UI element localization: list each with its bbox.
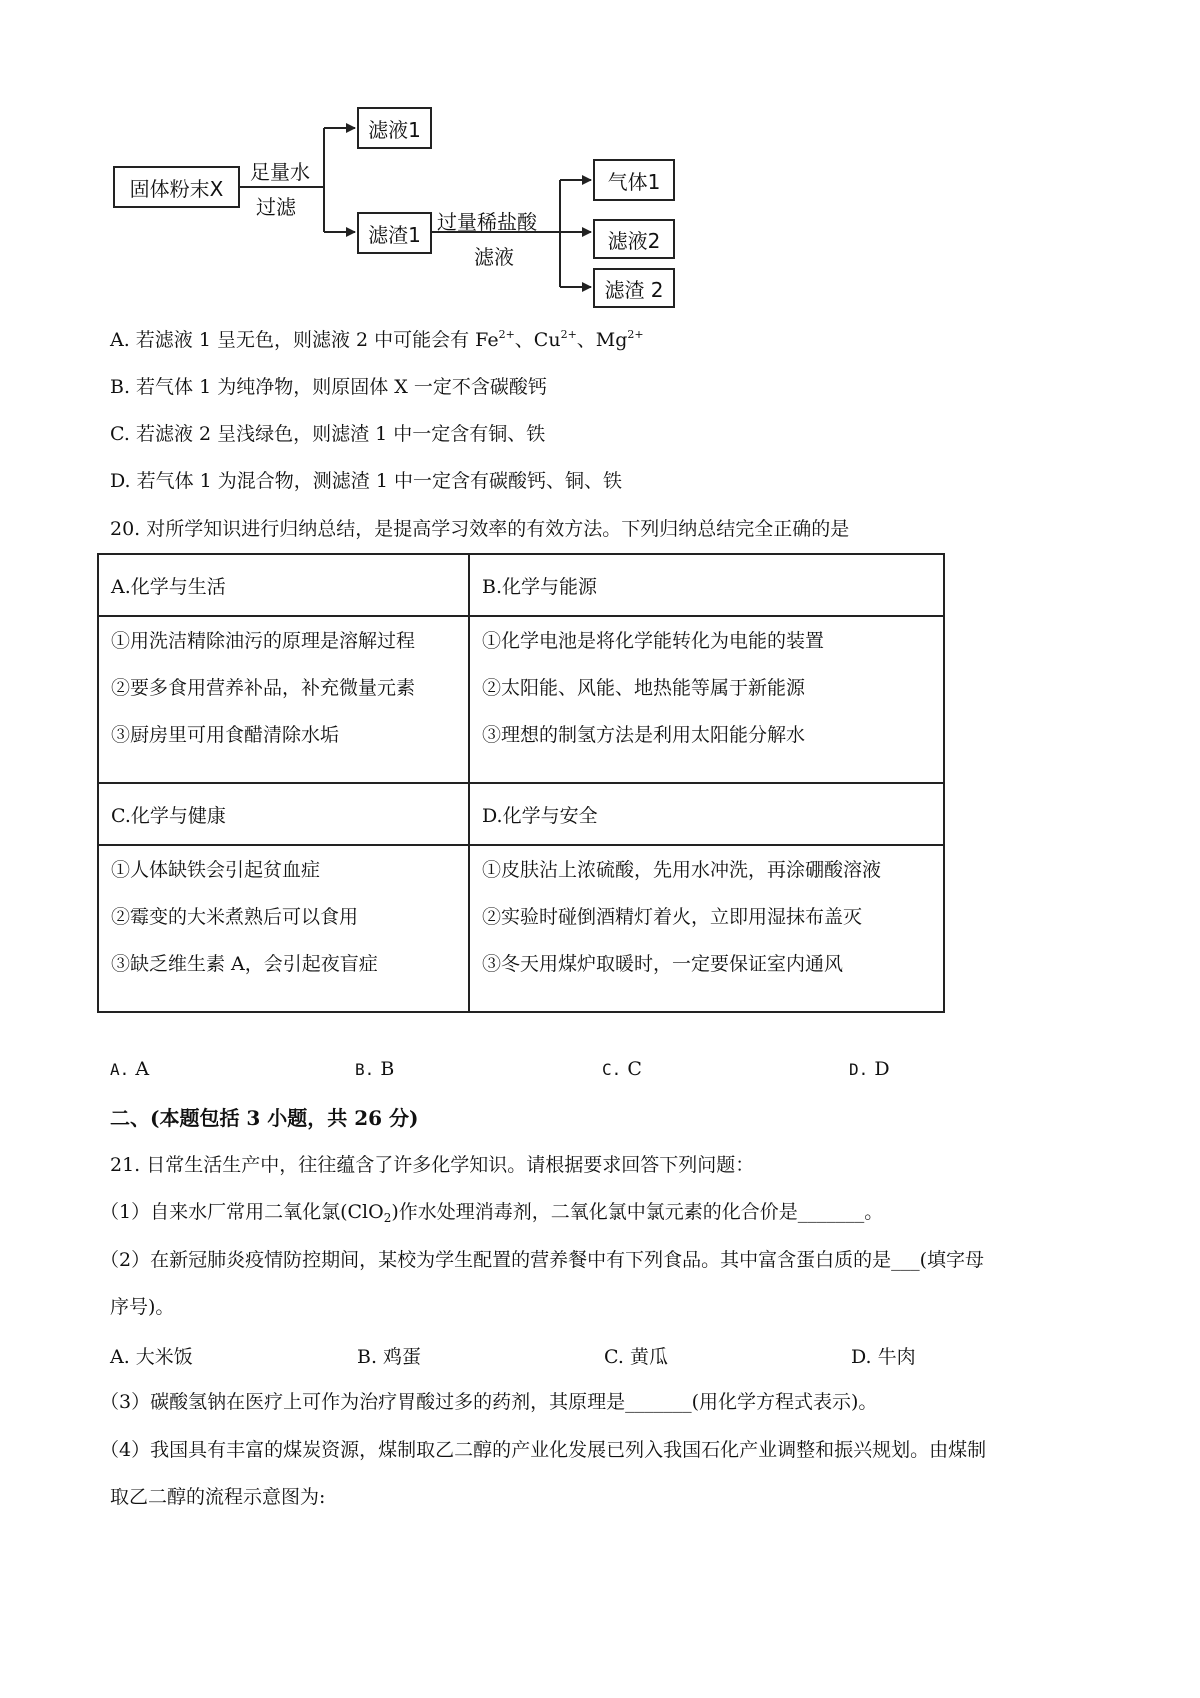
- c-item-1: ①人体缺铁会引起贫血症: [111, 859, 321, 881]
- q21-p2-option-c: C. 黄瓜: [604, 1346, 668, 1368]
- q21-p2-option-a: A. 大米饭: [110, 1346, 193, 1368]
- q20-option-c-letter: C.: [602, 1060, 622, 1079]
- cell-c-body: [98, 845, 469, 1012]
- q19-option-b: B. 若气体 1 为纯净物，则原固体 X 一定不含碳酸钙: [110, 376, 547, 398]
- cell-b-header: B.化学与能源: [469, 554, 944, 616]
- fe-charge: 2+: [498, 328, 515, 341]
- q20-option-b-value: B: [380, 1058, 395, 1080]
- clo2-subscript: 2: [383, 1211, 392, 1225]
- cell-d-body: [469, 845, 944, 1012]
- q21-part-1-a: （1）自来水厂常用二氧化氯(ClO: [100, 1201, 384, 1223]
- q21-part-1-b: )作水处理消毒剂，二氧化氯中氯元素的化合价是_______。: [391, 1201, 884, 1223]
- box-gas-1: 气体1: [593, 159, 675, 201]
- section-2-heading: 二、(本题包括 3 小题，共 26 分): [110, 1106, 419, 1130]
- flowchart: [0, 0, 720, 320]
- c-item-2: ②霉变的大米煮熟后可以食用: [111, 906, 359, 928]
- label-step2-bottom: 滤液: [474, 245, 514, 269]
- q21-part-3: （3）碳酸氢钠在医疗上可作为治疗胃酸过多的药剂，其原理是_______(用化学方程式表示)。: [100, 1391, 878, 1413]
- q19-option-a: [110, 328, 644, 352]
- cell-d-header: D.化学与安全: [469, 783, 944, 845]
- q21-part-4-line-2: 取乙二醇的流程示意图为:: [110, 1486, 326, 1508]
- cell-b-body: [469, 616, 944, 783]
- q20-option-c: [602, 1058, 642, 1080]
- q20-option-b: [355, 1058, 394, 1080]
- b-item-2: ②太阳能、风能、地热能等属于新能源: [482, 677, 806, 699]
- box-residue-1: 滤渣1: [357, 212, 432, 254]
- q20-option-d: [849, 1058, 890, 1080]
- q20-option-d-value: D: [874, 1058, 890, 1080]
- q19-option-a-text: A. 若滤液 1 呈无色，则滤液 2 中可能会有 Fe: [110, 329, 499, 351]
- label-step2-top: 过量稀盐酸: [437, 210, 537, 234]
- box-filtrate-1: 滤液1: [357, 107, 432, 149]
- q21-part-2-line-2: 序号)。: [110, 1296, 175, 1318]
- box-filtrate-2: 滤液2: [593, 219, 675, 259]
- q21-part-1: [100, 1200, 883, 1224]
- box-solid-x: 固体粉末X: [113, 166, 240, 208]
- a-item-2: ②要多食用营养补品，补充微量元素: [111, 677, 416, 699]
- d-item-1: ①皮肤沾上浓硫酸，先用水冲洗，再涂硼酸溶液: [482, 859, 882, 881]
- q20-table: [97, 553, 945, 1013]
- cell-c-header: C.化学与健康: [98, 783, 469, 845]
- q19-option-c: C. 若滤液 2 呈浅绿色，则滤渣 1 中一定含有铜、铁: [110, 423, 546, 445]
- box-residue-2: 滤渣 2: [593, 268, 675, 308]
- q21-p2-option-b: B. 鸡蛋: [357, 1346, 422, 1368]
- d-item-3: ③冬天用煤炉取暖时，一定要保证室内通风: [482, 953, 844, 975]
- q20-stem: 20. 对所学知识进行归纳总结，是提高学习效率的有效方法。下列归纳总结完全正确的是: [110, 518, 850, 540]
- q21-stem: 21. 日常生活生产中，往往蕴含了许多化学知识。请根据要求回答下列问题：: [110, 1154, 755, 1176]
- c-item-3: ③缺乏维生素 A，会引起夜盲症: [111, 953, 378, 975]
- q20-option-a: [110, 1058, 149, 1080]
- a-item-1: ①用洗洁精除油污的原理是溶解过程: [111, 630, 416, 652]
- cell-a-body: [98, 616, 469, 783]
- mg-charge: 2+: [627, 328, 644, 341]
- q19-sep-cu: 、Cu: [514, 329, 561, 351]
- label-step1-top: 足量水: [250, 160, 310, 184]
- a-item-3: ③厨房里可用食醋清除水垢: [111, 724, 340, 746]
- label-step1-bottom: 过滤: [256, 195, 296, 219]
- q21-part-2-line-1: （2）在新冠肺炎疫情防控期间，某校为学生配置的营养餐中有下列食品。其中富含蛋白质的是___(填字母: [100, 1249, 985, 1271]
- q20-option-a-value: A: [135, 1058, 150, 1080]
- cell-a-header: A.化学与生活: [98, 554, 469, 616]
- q19-sep-mg: 、Mg: [576, 329, 628, 351]
- q20-option-d-letter: D.: [849, 1060, 869, 1079]
- b-item-3: ③理想的制氢方法是利用太阳能分解水: [482, 724, 806, 746]
- q21-p2-option-d: D. 牛肉: [851, 1346, 916, 1368]
- b-item-1: ①化学电池是将化学能转化为电能的装置: [482, 630, 825, 652]
- q19-option-d: D. 若气体 1 为混合物，测滤渣 1 中一定含有碳酸钙、铜、铁: [110, 470, 622, 492]
- q21-part-4-line-1: （4）我国具有丰富的煤炭资源，煤制取乙二醇的产业化发展已列入我国石化产业调整和振兴规划。由煤制: [100, 1439, 987, 1461]
- q20-option-b-letter: B.: [355, 1060, 375, 1079]
- cu-charge: 2+: [560, 328, 577, 341]
- q20-option-a-letter: A.: [110, 1060, 130, 1079]
- q20-option-c-value: C: [627, 1058, 642, 1080]
- d-item-2: ②实验时碰倒酒精灯着火，立即用湿抹布盖灭: [482, 906, 863, 928]
